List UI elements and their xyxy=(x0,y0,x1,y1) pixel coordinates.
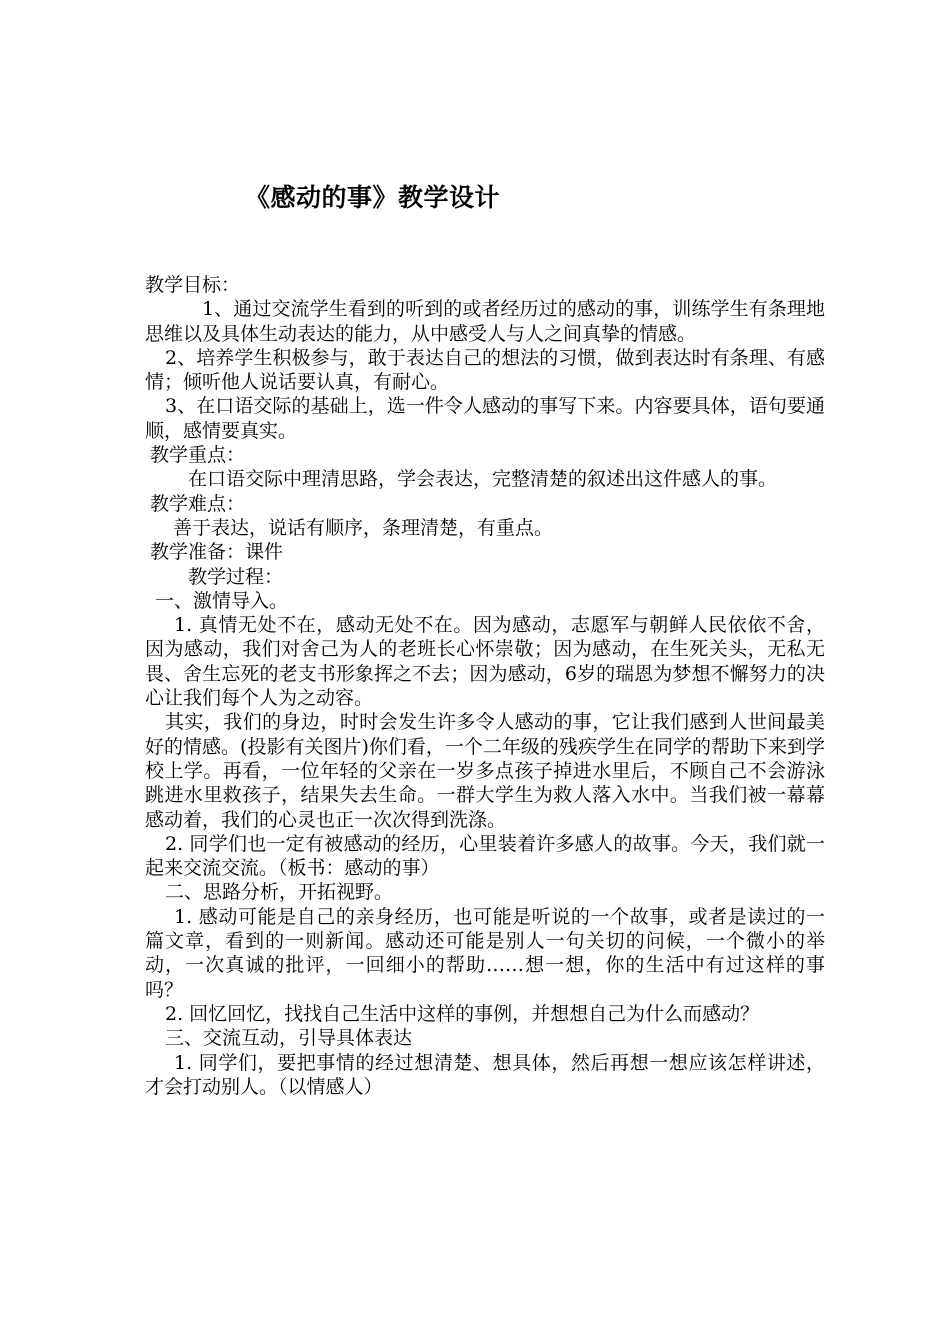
key-points-paragraph: 在口语交际中理清思路，学会表达，完整清楚的叙述出这件感人的事。 xyxy=(188,468,778,491)
preparation-line: 教学准备：课件 xyxy=(150,541,284,564)
section-3-item-1: 1. 同学们，要把事情的经过想清楚、想具体，然后再想一想应该怎样讲述，才会打动别人。（以情感人） xyxy=(145,1051,825,1098)
difficulties-paragraph: 善于表达，说话有顺序，条理清楚，有重点。 xyxy=(173,516,554,539)
section-1-item-2: 2. 同学们也一定有被感动的经历，心里装着许多感人的故事。今天，我们就一起来交流交流。（板书：感动的事） xyxy=(145,832,825,880)
goal-2-paragraph: 2、培养学生积极参与，敢于表达自己的想法的习惯，做到表达时有条理、有感情；倾听他人说话要认真，有耐心。 xyxy=(145,346,825,394)
section-1-paragraph: 其实，我们的身边，时时会发生许多令人感动的事，它让我们感到人世间最美好的情感。(投影有关图片)你们看，一个二年级的残疾学生在同学的帮助下来到学校上学。再看，一位年轻的父亲在一岁多点孩子掉进水里后，不顾自己不会游泳跳进水里救孩子，结果失去生命。一群大学生为救人落入水中。当我们被一幕幕感动着，我们的心灵也正一次次得到洗涤。 xyxy=(145,711,825,831)
section-1-heading: 一、激情导入。 xyxy=(155,589,289,612)
section-2-item-1: 1. 感动可能是自己的亲身经历，也可能是听说的一个故事，或者是读过的一篇文章，看到的一则新闻。感动还可能是别人一句关切的问候，一个微小的举动，一次真诚的批评，一回细小的帮助……想一想，你的生活中有过这样的事吗？ xyxy=(145,905,825,1001)
heading-key-points: 教学重点： xyxy=(150,444,246,467)
section-3-heading: 三、交流互动，引导具体表达 xyxy=(165,1027,413,1050)
section-1-item-1: 1. 真情无处不在，感动无处不在。因为感动，志愿军与朝鲜人民依依不舍，因为感动，我们对舍己为人的老班长心怀崇敬；因为感动，在生死关头，无私无畏、舍生忘死的老支书形象挥之不去；因为感动，6岁的瑞恩为梦想不懈努力的决心让我们每个人为之动容。 xyxy=(145,614,825,710)
section-2-item-2: 2. 回忆回忆，找找自己生活中这样的事例，并想想自己为什么而感动？ xyxy=(165,1002,760,1025)
document-body xyxy=(145,273,825,1099)
heading-teaching-goals: 教学目标： xyxy=(145,274,241,296)
document-title: 《感动的事》教学设计 xyxy=(245,183,501,212)
goal-1-paragraph: 1、通过交流学生看到的听到的或者经历过的感动的事，训练学生有条理地思维以及具体生动表达的能力，从中感受人与人之间真挚的情感。 xyxy=(145,298,825,345)
heading-difficulties: 教学难点： xyxy=(150,492,246,515)
goal-3-paragraph: 3、在口语交际的基础上，选一件令人感动的事写下来。内容要具体，语句要通顺，感情要真实。 xyxy=(145,395,825,442)
heading-process: 教学过程： xyxy=(188,565,284,588)
section-2-heading: 二、思路分析，开拓视野。 xyxy=(165,881,394,904)
